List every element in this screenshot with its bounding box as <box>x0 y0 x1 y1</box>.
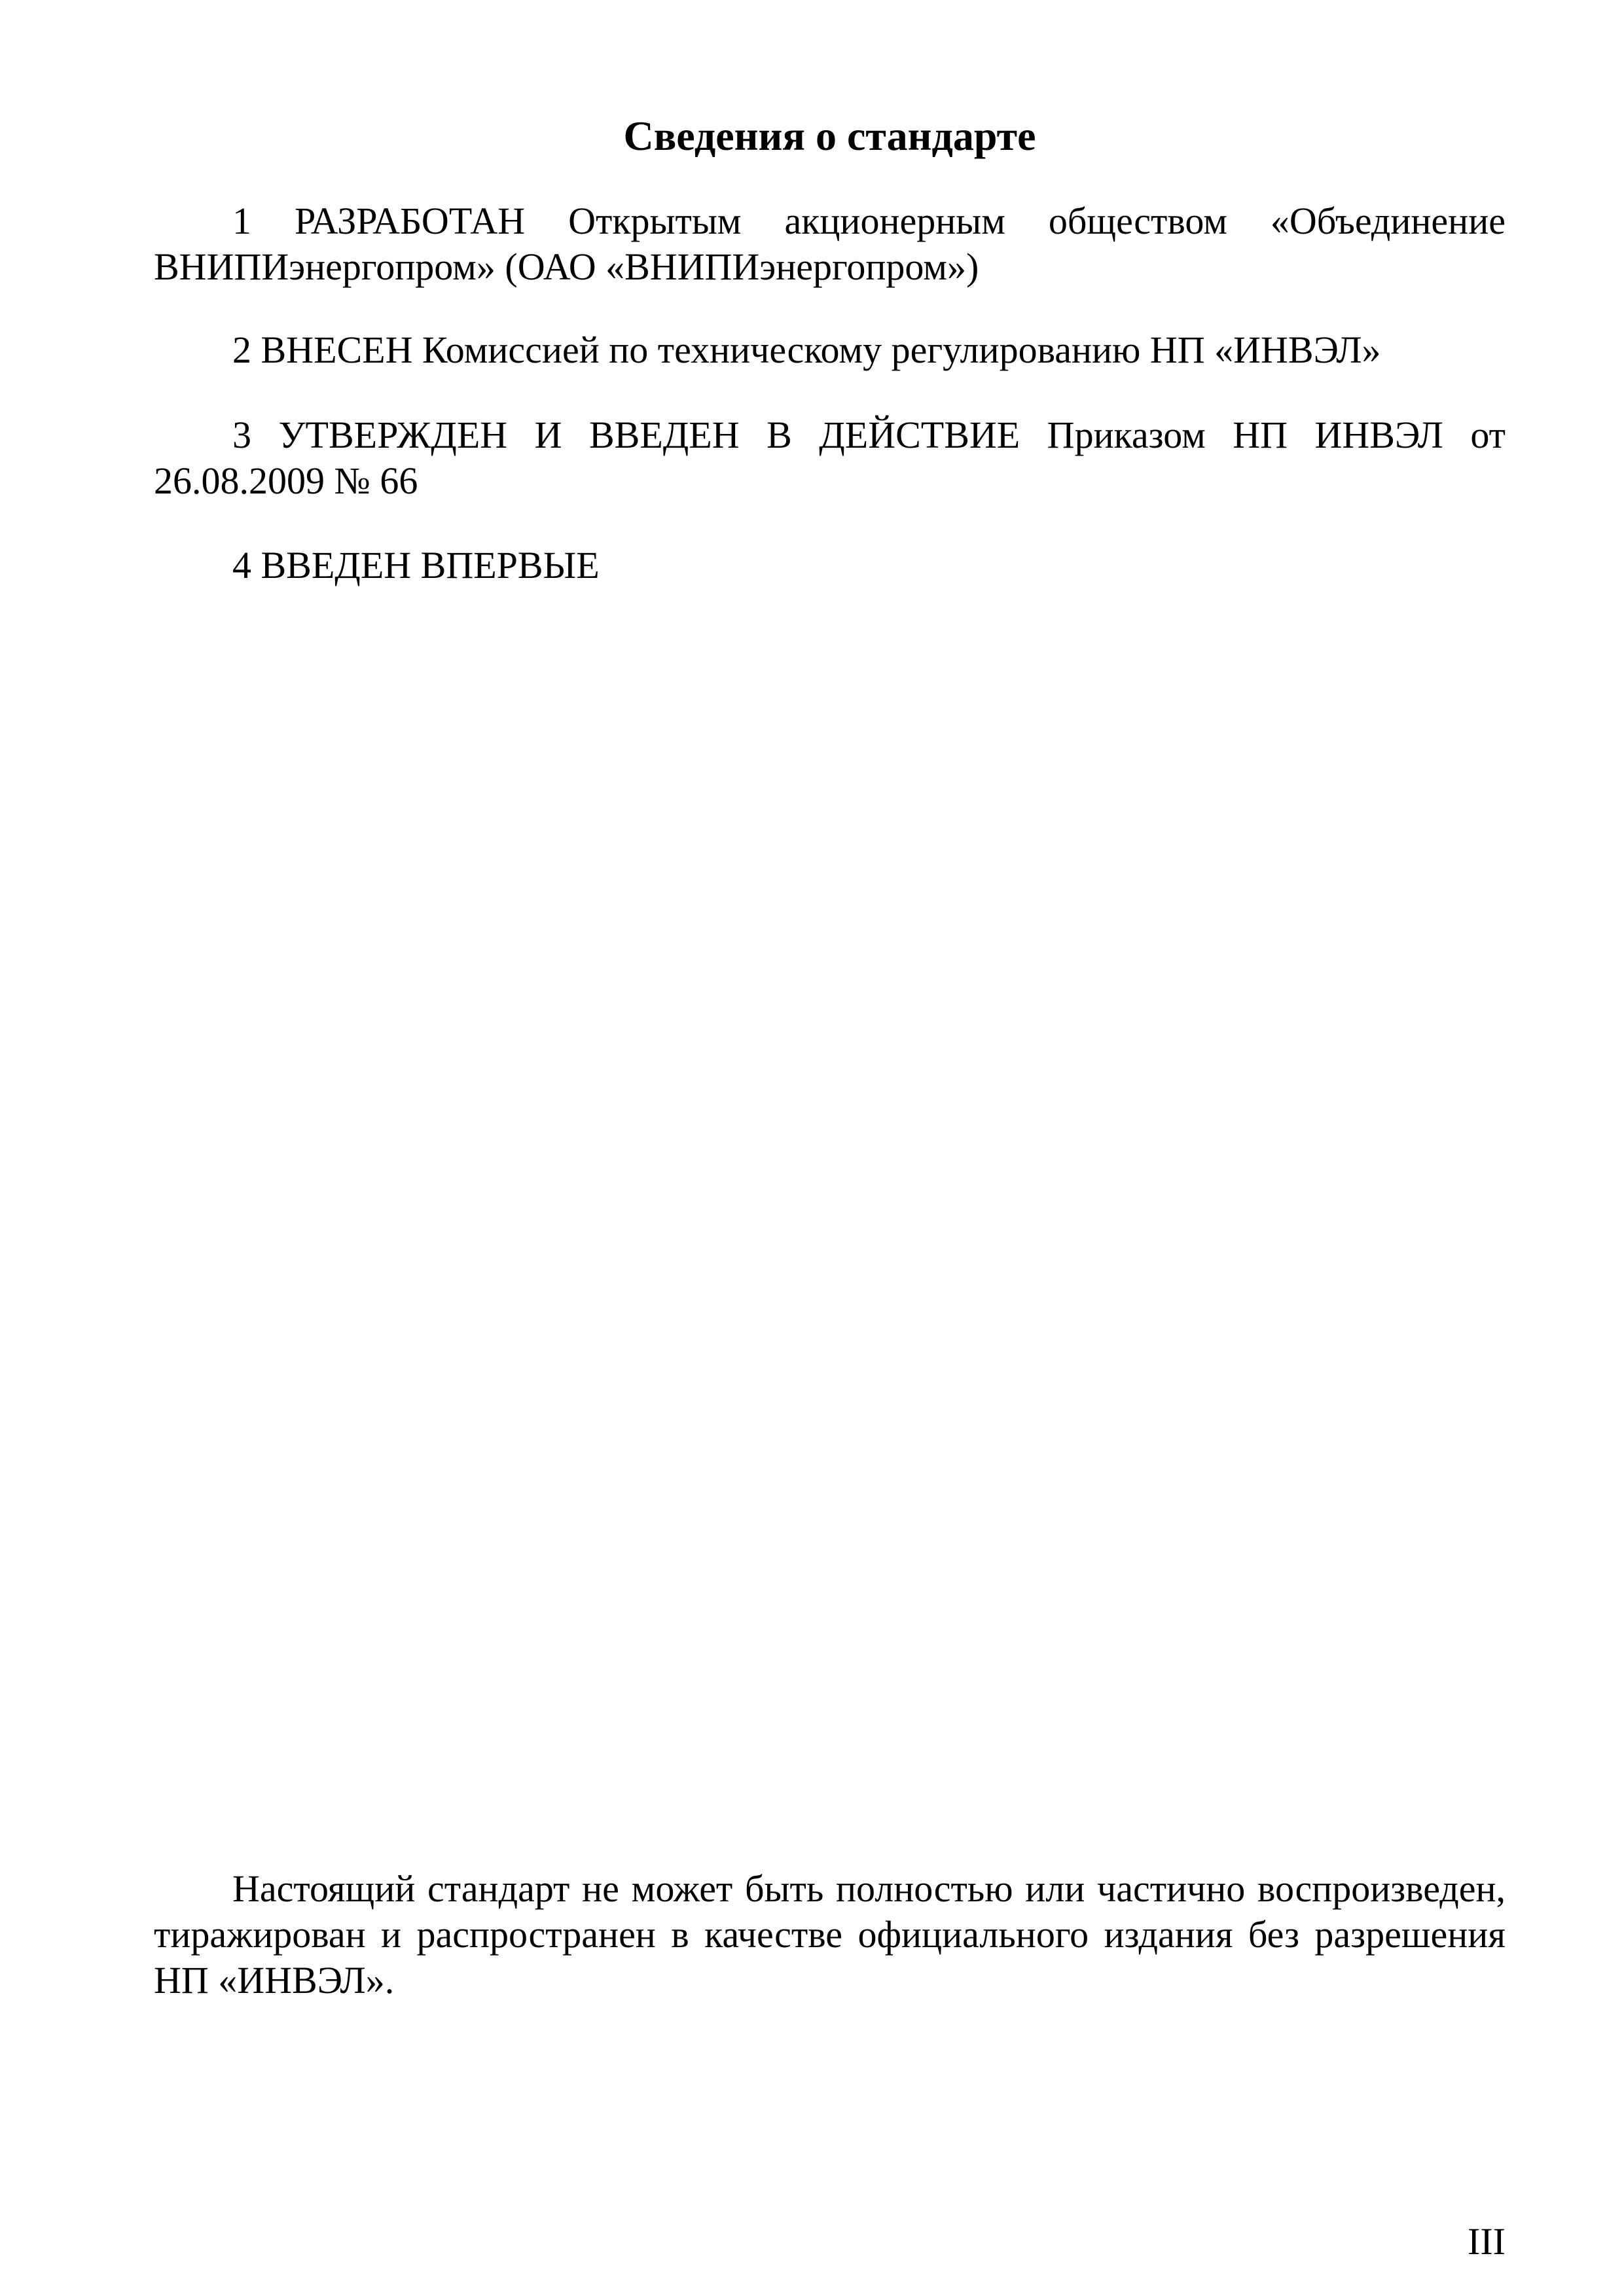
standard-info-item-developed: 1 РАЗРАБОТАН Открытым акционерным обществом «Объединение ВНИПИэнергопром» (ОАО «ВНИПИэнергопром») <box>154 200 1506 288</box>
standard-info-item-first-edition: 4 ВВЕДЕН ВПЕРВЫЕ <box>232 544 600 586</box>
standard-info-item-approved: 3 УТВЕРЖДЕН И ВВЕДЕН В ДЕЙСТВИЕ Приказом НП ИНВЭЛ от 26.08.2009 № 66 <box>154 414 1506 502</box>
standard-info-item-introduced: 2 ВНЕСЕН Комиссией по техническому регулированию НП «ИНВЭЛ» <box>232 329 1381 371</box>
page-number: III <box>1468 2220 1506 2263</box>
page-title: Сведения о стандарте <box>623 113 1036 159</box>
copyright-notice: Настоящий стандарт не может быть полностью или частично воспроизведен, тиражирован и распространен в качестве официального издания без разрешения НП «ИНВЭЛ». <box>154 1867 1506 2001</box>
